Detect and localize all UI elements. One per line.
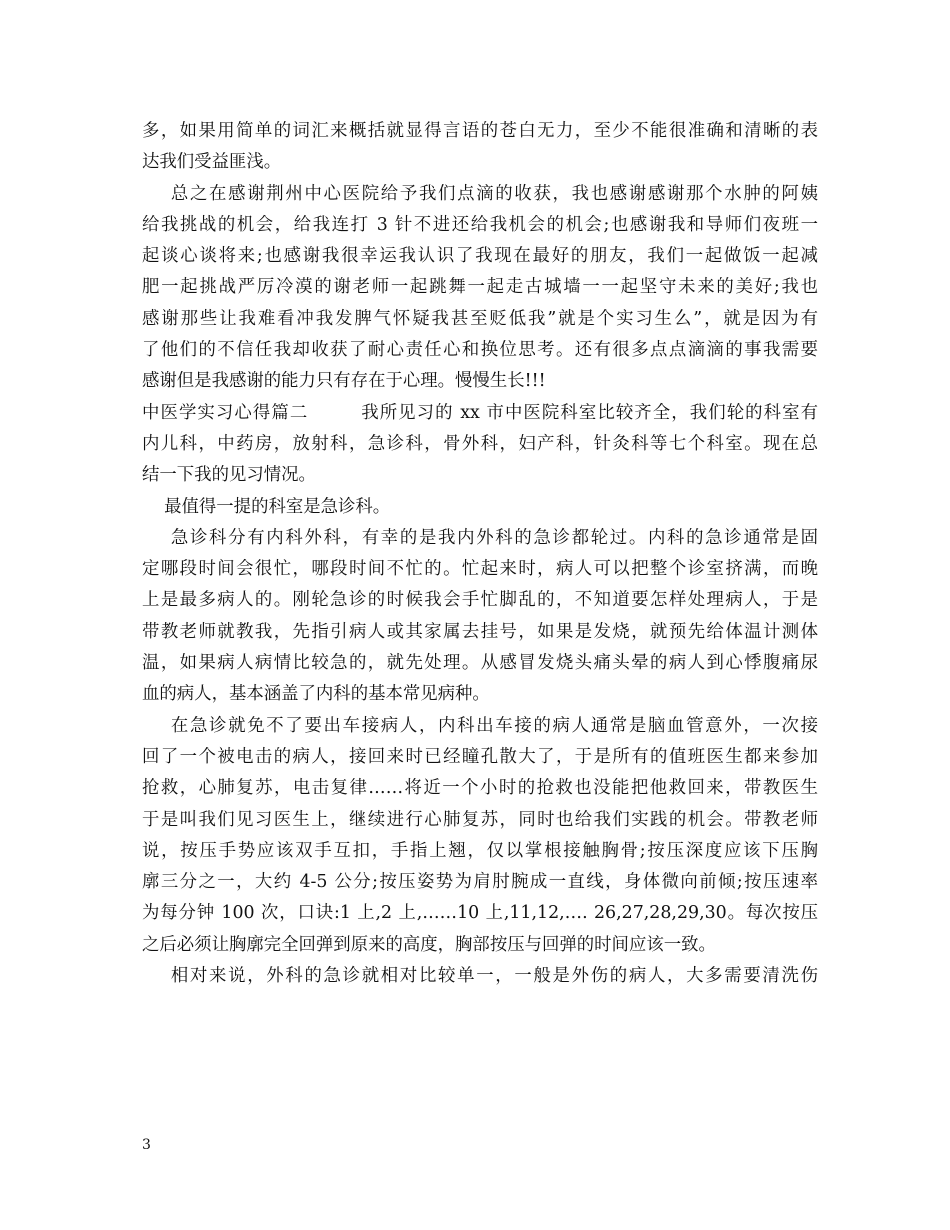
text-line: 廓三分之一，大约 4-5 公分;按压姿势为肩肘腕成一直线，身体微向前倾;按压速率 [142, 872, 818, 893]
text-line: 血的病人，基本涵盖了内科的基本常见病种。 [142, 684, 490, 705]
text-line: 说，按压手势应该双手互扣，手指上翘，仅以掌根接触胸骨;按压深度应该下压胸 [142, 840, 818, 861]
text-line: 之后必须让胸廓完全回弹到原来的高度，胸部按压与回弹的时间应该一致。 [142, 934, 716, 955]
page-number: 3 [142, 1137, 151, 1153]
text-line: 相对来说，外科的急诊就相对比较单一，一般是外伤的病人，大多需要清洗伤 [142, 966, 818, 987]
text-line: 在急诊就免不了要出车接病人，内科出车接的病人通常是脑血管意外，一次接 [142, 715, 818, 736]
text-line: 带教老师就教我，先指引病人或其家属去挂号，如果是发烧，就预先给体温计测体 [142, 621, 818, 642]
text-line: 于是叫我们见习医生上，继续进行心肺复苏，同时也给我们实践的机会。带教老师 [142, 809, 818, 830]
text-line: 了他们的不信任我却收获了耐心责任心和换位思考。还有很多点点滴滴的事我需要 [142, 340, 818, 361]
text-line: 给我挑战的机会，给我连打 3 针不进还给我机会的机会;也感谢我和导师们夜班一 [142, 214, 818, 235]
text-line: 为每分钟 100 次，口诀:1 上,2 上,……10 上,11,12,…. 26,27,28,29,30。每次按压 [142, 903, 818, 924]
text-line: 结一下我的见习情况。 [142, 465, 316, 486]
text-line: 总之在感谢荆州中心医院给予我们点滴的收获，我也感谢感谢那个水肿的阿姨 [142, 183, 818, 204]
text-line: 达我们受益匪浅。 [142, 152, 282, 173]
text-line: 温，如果病人病情比较急的，就先处理。从感冒发烧头痛头晕的病人到心悸腹痛尿 [142, 653, 818, 674]
text-line: 上是最多病人的。刚轮急诊的时候我会手忙脚乱的，不知道要怎样处理病人，于是 [142, 590, 818, 611]
text-line: 中医学实习心得篇二 我所见习的 xx 市中医院科室比较齐全，我们轮的科室有 [142, 402, 818, 423]
text-line: 定哪段时间会很忙，哪段时间不忙的。忙起来时，病人可以把整个诊室挤满，而晚 [142, 559, 818, 580]
text-line: 起谈心谈将来;也感谢我很幸运我认识了我现在最好的朋友，我们一起做饭一起减 [142, 246, 818, 267]
text-line: 回了一个被电击的病人，接回来时已经瞳孔散大了，于是所有的值班医生都来参加 [142, 746, 818, 767]
text-line: 肥一起挑战严厉冷漠的谢老师一起跳舞一起走古城墙一一起坚守未来的美好;我也 [142, 277, 818, 298]
body-text [142, 116, 818, 992]
text-line: 抢救，心肺复苏，电击复律……将近一个小时的抢救也没能把他救回来，带教医生 [142, 778, 818, 799]
text-line: 内儿科，中药房，放射科，急诊科，骨外科，妇产科，针灸科等七个科室。现在总 [142, 433, 818, 454]
text-line: 最值得一提的科室是急诊科。 [142, 496, 391, 517]
text-line: 多，如果用简单的词汇来概括就显得言语的苍白无力，至少不能很准确和清晰的表 [142, 121, 818, 141]
text-line: 感谢但是我感谢的能力只有存在于心理。慢慢生长!!! [142, 371, 546, 392]
text-line: 感谢那些让我难看冲我发脾气怀疑我甚至贬低我”就是个实习生么”，就是因为有 [142, 308, 818, 329]
text-line: 急诊科分有内科外科，有幸的是我内外科的急诊都轮过。内科的急诊通常是固 [142, 527, 818, 548]
